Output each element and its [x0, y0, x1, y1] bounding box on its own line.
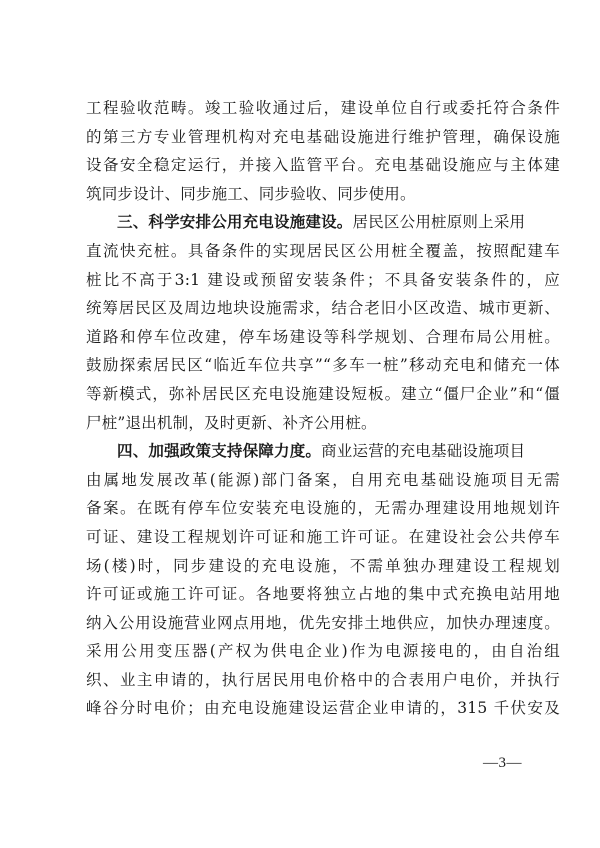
paragraph-line: 场(楼)时，同步建设的充电设施，不需单独办理建设工程规划: [86, 556, 560, 575]
paragraph-line: 直流快充桩。具备条件的实现居民区公用桩全覆盖，按照配建车: [86, 241, 560, 260]
paragraph-line: 峰谷分时电价；由充电设施建设运营企业申请的，315 千伏安及: [86, 699, 560, 718]
paragraph-line: 可证、建设工程规划许可证和施工许可证。在建设社会公共停车: [86, 527, 560, 546]
paragraph-line: 工程验收范畴。竣工验收通过后，建设单位自行或委托符合条件: [86, 99, 560, 117]
section-heading-line: [86, 208, 560, 237]
page-number: —3—: [483, 755, 522, 771]
paragraph-text: 居民区公用桩原则上采用: [352, 213, 526, 232]
paragraph-line: 由属地发展改革(能源)部门备案，自用充电基础设施项目无需: [86, 470, 560, 489]
paragraph-line: 桩比不高于3:1 建设或预留安装条件；不具备安装条件的，应: [86, 270, 560, 289]
paragraph-line: 许可证或施工许可证。各地要将独立占地的集中式充换电站用地: [86, 585, 560, 604]
paragraph-line: 等新模式，弥补居民区充电设施建设短板。建立“僵尸企业”和“僵: [86, 384, 560, 403]
section-heading: 三、科学安排公用充电设施建设。: [117, 213, 353, 232]
paragraph-line: 设备安全稳定运行，并接入监管平台。充电基础设施应与主体建: [86, 156, 560, 175]
section-heading: 四、加强政策支持保障力度。: [117, 442, 322, 461]
paragraph-line: 织、业主申请的，执行居民用电价格中的合表用户电价，并执行: [86, 670, 560, 689]
paragraph-line: 备案。在既有停车位安装充电设施的，无需办理建设用地规划许: [86, 499, 560, 518]
paragraph-line: 统筹居民区及周边地块设施需求，结合老旧小区改造、城市更新、: [86, 299, 560, 318]
section-heading-line: [86, 437, 560, 466]
paragraph-text: 商业运营的充电基础设施项目: [321, 442, 526, 461]
paragraph-line: 采用公用变压器(产权为供电企业)作为电源接电的，由自治组: [86, 642, 560, 661]
paragraph-line: 的第三方专业管理机构对充电基础设施进行维护管理，确保设施: [86, 127, 560, 146]
paragraph-line: 纳入公用设施营业网点用地，优先安排土地供应，加快办理速度。: [86, 613, 560, 632]
paragraph-line: 道路和停车位改建，停车场建设等科学规划、合理布局公用桩。: [86, 327, 560, 346]
body-text: [86, 94, 560, 723]
paragraph-line: 尸桩”退出机制，及时更新、补齐公用桩。: [86, 413, 377, 432]
paragraph-line: 鼓励探索居民区“临近车位共享”“多车一桩”移动充电和储充一体: [86, 356, 560, 375]
paragraph-line: 筑同步设计、同步施工、同步验收、同步使用。: [86, 184, 416, 203]
